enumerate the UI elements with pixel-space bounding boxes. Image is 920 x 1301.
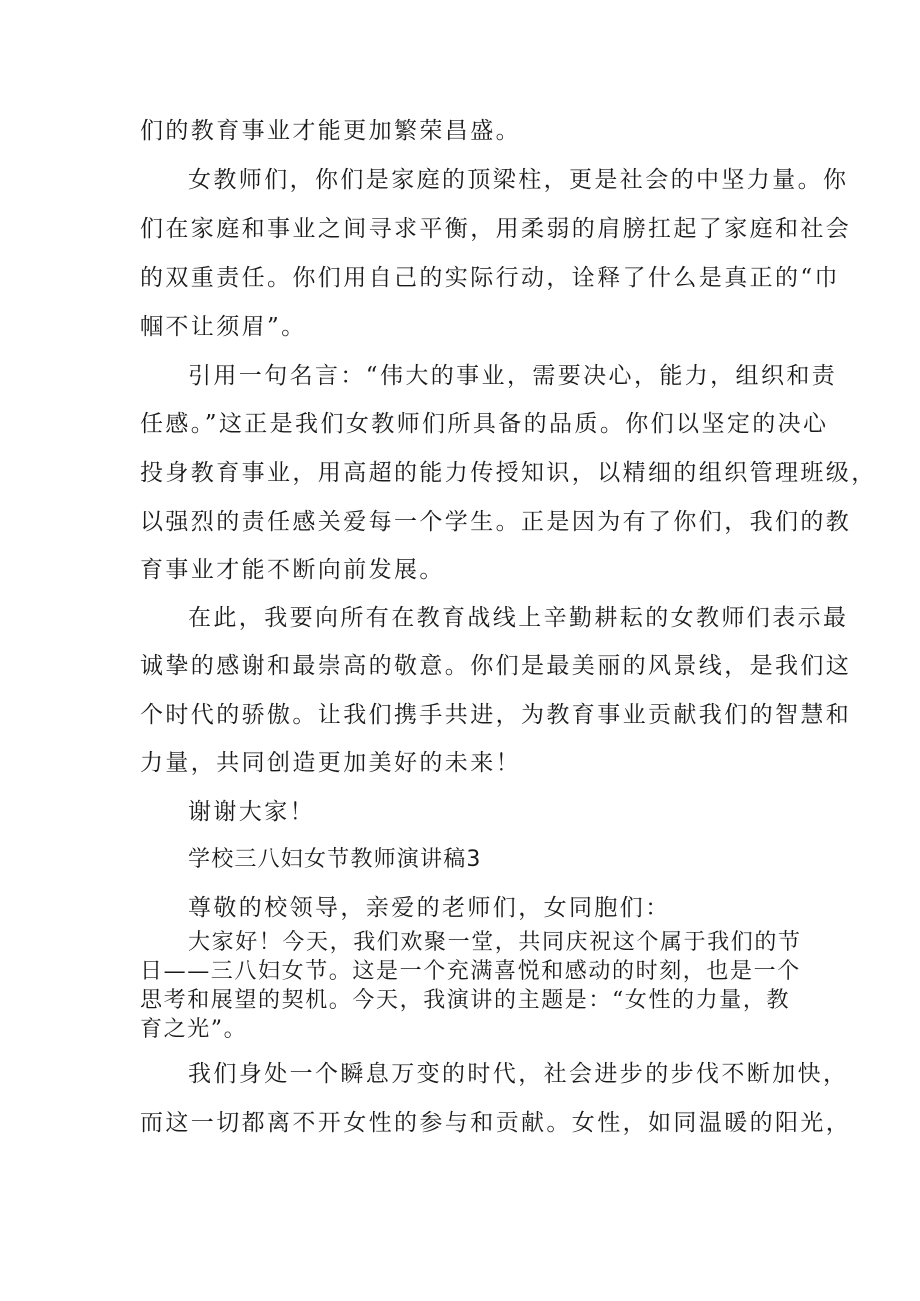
text-line: 诚挚的感谢和最崇高的敬意。你们是最美丽的风景线，是我们这 [140, 653, 852, 679]
text-line: 日——三八妇女节。这是一个充满喜悦和感动的时刻，也是一个 [140, 959, 801, 984]
text-line: 育之光”。 [140, 1017, 248, 1042]
text-line: 的双重责任。你们用自己的实际行动，诠释了什么是真正的“巾 [140, 265, 840, 291]
text-line: 引用一句名言：“伟大的事业，需要决心，能力，组织和责 [188, 363, 838, 389]
text-line: 力量，共同创造更加美好的未来！ [140, 750, 521, 776]
text-line: 在此，我要向所有在教育战线上辛勤耕耘的女教师们表示最 [188, 605, 849, 631]
text-line: 以强烈的责任感关爱每一个学生。正是因为有了你们，我们的教 [140, 509, 852, 535]
text-line: 们的教育事业才能更加繁荣昌盛。 [140, 118, 521, 144]
text-line: 个时代的骄傲。让我们携手共进，为教育事业贡献我们的智慧和 [140, 702, 852, 728]
text-line: 思考和展望的契机。今天，我演讲的主题是：“女性的力量，教 [140, 988, 791, 1013]
text-line: 们在家庭和事业之间寻求平衡，用柔弱的肩膀扛起了家庭和社会 [140, 216, 852, 242]
text-line: 帼不让须眉”。 [140, 314, 307, 340]
text-line: 投身教育事业，用高超的能力传授知识，以精细的组织管理班级， [140, 460, 877, 486]
text-line: 我们身处一个瞬息万变的时代，社会进步的步伐不断加快， [188, 1061, 849, 1087]
text-line: 大家好！今天，我们欢聚一堂，共同庆祝这个属于我们的节 [188, 930, 802, 955]
text-line: 尊敬的校领导，亲爱的老师们，女同胞们： [188, 895, 671, 921]
text-line: 任感。”这正是我们女教师们所具备的品质。你们以坚定的决心 [140, 411, 829, 437]
section-heading: 学校三八妇女节教师演讲稿3 [188, 847, 482, 872]
text-line: 女教师们，你们是家庭的顶梁柱，更是社会的中坚力量。你 [188, 167, 849, 193]
text-line: 谢谢大家！ [188, 799, 315, 825]
text-line: 而这一切都离不开女性的参与和贡献。女性，如同温暖的阳光， [140, 1110, 852, 1136]
text-line: 育事业才能不断向前发展。 [140, 557, 445, 583]
